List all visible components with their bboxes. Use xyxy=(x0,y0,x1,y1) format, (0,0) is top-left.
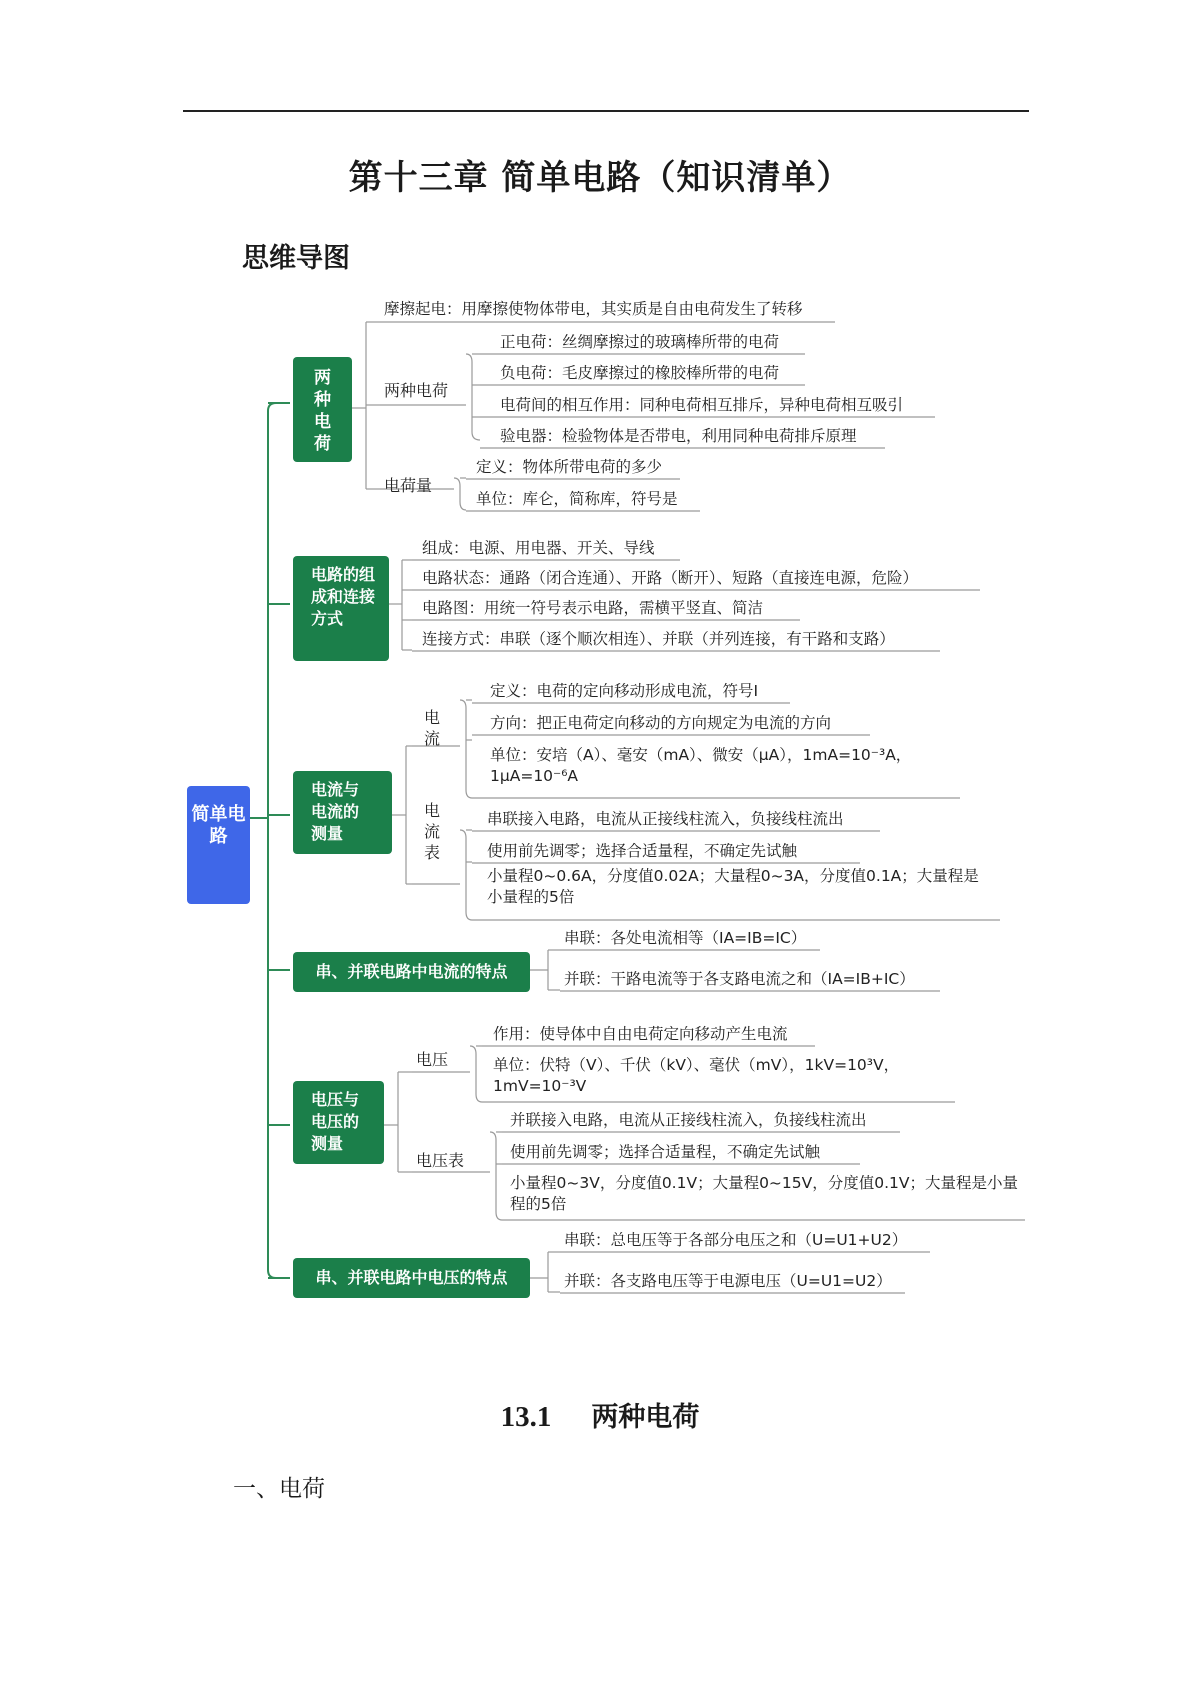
leaf-voltage-series: 串联：总电压等于各部分电压之和（U=U1+U2） xyxy=(564,1231,908,1249)
section-number: 13.1 xyxy=(500,1401,552,1433)
leaf-circuit-composition: 组成：电源、用电器、开关、导线 xyxy=(422,539,655,557)
leaf-current-series: 串联：各处电流相等（IA=IB=IC） xyxy=(564,929,807,947)
branch-circuit-composition: 电路的组成和连接方式 xyxy=(293,556,389,661)
leaf-voltage-function: 作用：使导体中自由电荷定向移动产生电流 xyxy=(493,1025,788,1043)
leaf-negative-charge: 负电荷：毛皮摩擦过的橡胶棒所带的电荷 xyxy=(500,364,780,382)
branch-current-measurement: 电流与电流的测量 xyxy=(293,771,392,854)
leaf-voltmeter-connection: 并联接入电路，电流从正接线柱流入，负接线柱流出 xyxy=(510,1111,867,1129)
mindmap-heading: 思维导图 xyxy=(242,243,350,274)
section-title-text: 两种电荷 xyxy=(591,1402,700,1433)
leaf-current-unit: 单位：安培（A）、毫安（mA）、微安（μA），1mA=10⁻³A，1μA=10⁻⁶A xyxy=(490,746,912,785)
leaf-friction: 摩擦起电：用摩擦使物体带电，其实质是自由电荷发生了转移 xyxy=(384,300,803,318)
leaf-voltage-unit: 单位：伏特（V）、千伏（kV）、毫伏（mV），1kV=10³V，1mV=10⁻³V xyxy=(493,1056,900,1095)
leaf-voltage-parallel: 并联：各支路电压等于电源电压（U=U1=U2） xyxy=(564,1272,892,1290)
section-title xyxy=(0,1395,1200,1434)
label-current: 电流 xyxy=(423,708,440,748)
leaf-ammeter-connection: 串联接入电路，电流从正接线柱流入，负接线柱流出 xyxy=(487,810,844,828)
label-voltage: 电压 xyxy=(416,1050,449,1069)
leaf-quantity-definition: 定义：物体所带电荷的多少 xyxy=(476,458,663,476)
leaf-ammeter-ranges: 小量程0~0.6A，分度值0.02A；大量程0~3A，分度值0.1A；大量程是小量程的5倍 xyxy=(487,867,979,906)
leaf-quantity-unit: 单位：库仑，简称库，符号是 xyxy=(476,490,678,508)
leaf-voltmeter-usage: 使用前先调零；选择合适量程，不确定先试触 xyxy=(510,1143,821,1161)
label-two-kinds: 两种电荷 xyxy=(384,381,449,400)
leaf-ammeter-usage: 使用前先调零；选择合适量程，不确定先试触 xyxy=(487,842,798,860)
subheading: 一、电荷 xyxy=(233,1476,325,1502)
leaf-circuit-states: 电路状态：通路（闭合连通）、开路（断开）、短路（直接连电源，危险） xyxy=(422,569,919,587)
branch-two-charges: 两种电荷 xyxy=(293,357,352,462)
label-voltmeter: 电压表 xyxy=(416,1151,465,1170)
leaf-current-direction: 方向：把正电荷定向移动的方向规定为电流的方向 xyxy=(490,714,832,732)
leaf-connection-methods: 连接方式：串联（逐个顺次相连）、并联（并列连接，有干路和支路） xyxy=(422,630,895,648)
branch-current-series-parallel: 串、并联电路中电流的特点 xyxy=(293,952,530,992)
leaf-voltmeter-ranges: 小量程0~3V，分度值0.1V；大量程0~15V，分度值0.1V；大量程是小量程的5倍 xyxy=(510,1174,1018,1213)
leaf-circuit-diagram: 电路图：用统一符号表示电路，需横平竖直、简洁 xyxy=(422,599,764,617)
leaf-charge-interaction: 电荷间的相互作用：同种电荷相互排斥，异种电荷相互吸引 xyxy=(500,396,904,414)
branch-voltage-measurement: 电压与电压的测量 xyxy=(293,1081,384,1164)
leaf-electroscope: 验电器：检验物体是否带电，利用同种电荷排斥原理 xyxy=(500,427,857,445)
branch-voltage-series-parallel: 串、并联电路中电压的特点 xyxy=(293,1258,530,1298)
chapter-title: 第十三章 简单电路（知识清单） xyxy=(348,158,852,198)
mindmap-root: 简单电路 xyxy=(187,786,250,904)
leaf-positive-charge: 正电荷：丝绸摩擦过的玻璃棒所带的电荷 xyxy=(500,333,780,351)
leaf-current-definition: 定义：电荷的定向移动形成电流，符号I xyxy=(490,682,759,700)
label-ammeter: 电流表 xyxy=(423,801,440,862)
leaf-current-parallel: 并联：干路电流等于各支路电流之和（IA=IB+IC） xyxy=(564,970,915,988)
label-charge-quantity: 电荷量 xyxy=(384,476,433,495)
